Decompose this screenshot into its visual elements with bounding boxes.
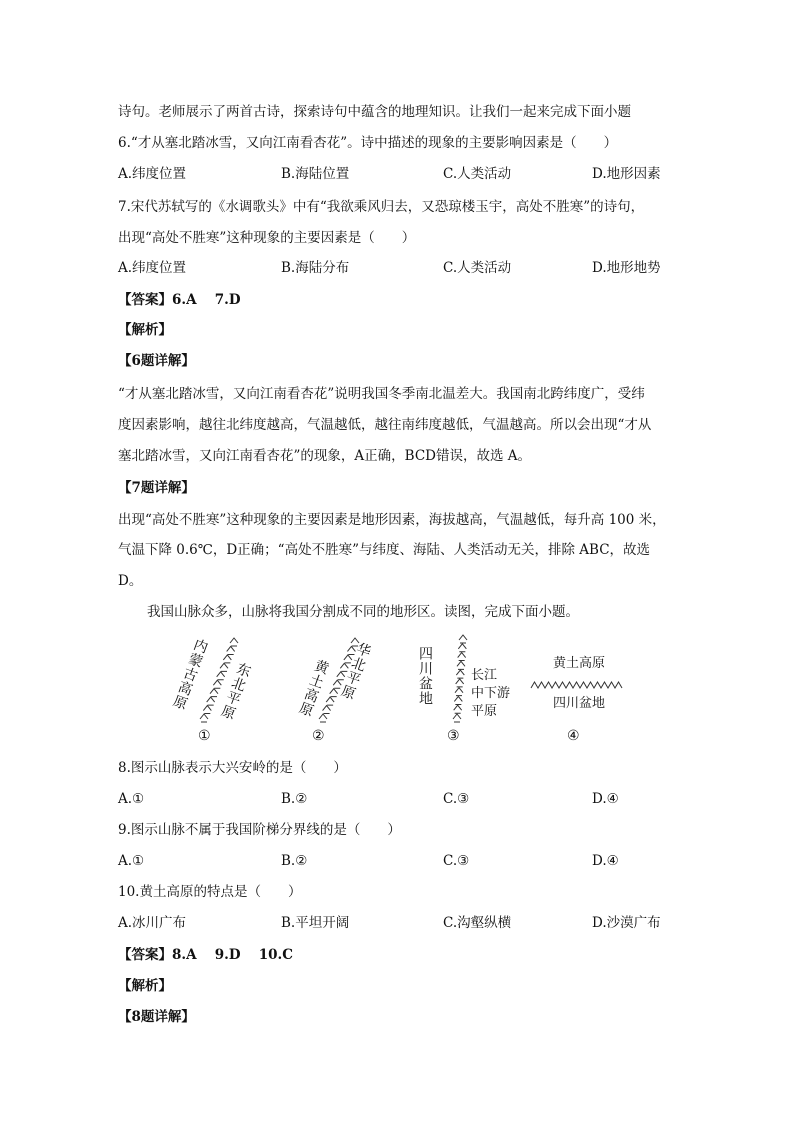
q10-option-a: A.冰川广布 bbox=[118, 915, 187, 931]
detail7-title: 【7题详解】 bbox=[118, 480, 195, 496]
d4-top-label: 黄土高原 bbox=[553, 656, 606, 671]
q8-option-b: B.② bbox=[281, 791, 308, 807]
mountain-symbol bbox=[220, 663, 228, 671]
q10-option-b: B.平坦开阔 bbox=[281, 915, 350, 931]
answer-2: 【答案】8.A 9.D 10.C bbox=[118, 947, 293, 963]
mountain-symbol bbox=[217, 672, 225, 680]
mountain-symbol bbox=[454, 696, 462, 704]
q7-option-a: A.纬度位置 bbox=[118, 260, 187, 276]
mountain-symbol bbox=[459, 635, 467, 643]
mountain-symbol bbox=[457, 661, 465, 669]
detail6-title: 【6题详解】 bbox=[118, 353, 195, 369]
intro-line: 诗句。老师展示了两首古诗，探索诗句中蕴含的地理知识。让我们一起来完成下面小题 bbox=[118, 104, 631, 120]
q7-stem-1: 7.宋代苏轼写的《水调歌头》中有“我欲乘风归去，又恐琼楼玉宇，高处不胜寒”的诗句， bbox=[118, 199, 645, 215]
detail6-line-2: 度因素影响，越往北纬度越高，气温越低，越往南纬度越低，气温越高。所以会出现“才从 bbox=[118, 417, 652, 433]
detail6-line-3: 塞北踏冰雪，又向江南看杏花”的现象，A正确，BCD错误，故选 A。 bbox=[118, 448, 532, 464]
q7-stem-2: 出现“高处不胜寒”这种现象的主要因素是（ ） bbox=[118, 230, 416, 246]
mountain-symbol bbox=[455, 688, 463, 696]
q8-option-a: A.① bbox=[118, 791, 145, 807]
answer-1: 【答案】6.A 7.D bbox=[118, 292, 241, 308]
mountain-symbol bbox=[458, 644, 466, 652]
detail8-title: 【8题详解】 bbox=[118, 1009, 195, 1025]
d3-left-label: 四川盆地 bbox=[417, 646, 433, 706]
figure-label-3: ③ bbox=[447, 728, 460, 744]
mountain-symbol bbox=[210, 689, 218, 697]
q7-option-c: C.人类活动 bbox=[443, 260, 512, 276]
mountain-wave bbox=[531, 682, 622, 688]
q7-option-d: D.地形地势 bbox=[592, 260, 661, 276]
d3-right-label-3: 平原 bbox=[471, 704, 498, 719]
q8-stem: 8.图示山脉表示大兴安岭的是（ ） bbox=[118, 760, 347, 776]
mountain-symbol bbox=[207, 697, 215, 705]
q8-option-d: D.④ bbox=[592, 791, 619, 807]
mountain-symbol bbox=[323, 706, 331, 714]
q8-option-c: C.③ bbox=[443, 791, 470, 807]
mountain-symbol bbox=[200, 714, 208, 722]
q9-option-b: B.② bbox=[281, 853, 308, 869]
q9-option-d: D.④ bbox=[592, 853, 619, 869]
q6-option-b: B.海陆位置 bbox=[281, 166, 350, 182]
detail7-line-1: 出现“高处不胜寒”这种现象的主要因素是地形因素，海拔越高，气温越低，每升高 100 米， bbox=[118, 512, 666, 528]
q9-option-a: A.① bbox=[118, 853, 145, 869]
mountain-symbol bbox=[454, 705, 462, 713]
mountain-symbol bbox=[453, 714, 461, 722]
mountain-symbol bbox=[319, 714, 327, 722]
mountain-symbol bbox=[213, 680, 221, 688]
d2-right-label: 华北平原 bbox=[337, 640, 374, 702]
detail7-line-2: 气温下降 0.6℃，D正确；“高处不胜寒”与纬度、海陆、人类活动无关，排除 ABC，故选 bbox=[118, 542, 651, 558]
q10-option-c: C.沟壑纵横 bbox=[443, 915, 512, 931]
d1-left-label: 内蒙古高原 bbox=[169, 636, 211, 712]
d1-right-label: 东北平原 bbox=[217, 660, 254, 722]
mountain-symbol bbox=[230, 638, 238, 646]
mountain-symbol bbox=[456, 679, 464, 687]
d2-left-label: 黄土高原 bbox=[295, 657, 332, 719]
mountain-symbol bbox=[223, 655, 231, 663]
mountain-symbol bbox=[456, 670, 464, 678]
d3-right-label-1: 长江 bbox=[471, 668, 498, 683]
mountain-symbol bbox=[203, 706, 211, 714]
analysis-2: 【解析】 bbox=[118, 978, 172, 994]
q6-option-c: C.人类活动 bbox=[443, 166, 512, 182]
d4-bottom-label: 四川盆地 bbox=[553, 696, 606, 711]
q9-stem: 9.图示山脉不属于我国阶梯分界线的是（ ） bbox=[118, 822, 401, 838]
mountain-symbol bbox=[227, 646, 235, 654]
figure-label-2: ② bbox=[312, 728, 325, 744]
q6-option-a: A.纬度位置 bbox=[118, 166, 187, 182]
q10-option-d: D.沙漠广布 bbox=[592, 915, 661, 931]
mountain-symbol bbox=[326, 697, 334, 705]
analysis-1: 【解析】 bbox=[118, 322, 172, 338]
q9-option-c: C.③ bbox=[443, 853, 470, 869]
d3-right-label-2: 中下游 bbox=[471, 686, 511, 701]
mountain-symbol bbox=[458, 653, 466, 661]
figure-label-1: ① bbox=[198, 728, 211, 744]
q6-option-d: D.地形因素 bbox=[592, 166, 661, 182]
q10-stem: 10.黄土高原的特点是（ ） bbox=[118, 884, 302, 900]
intro-2: 我国山脉众多，山脉将我国分割成不同的地形区。读图，完成下面小题。 bbox=[147, 604, 579, 620]
q6-stem: 6.“才从塞北踏冰雪，又向江南看杏花”。诗中描述的现象的主要影响因素是（ ） bbox=[118, 135, 618, 151]
detail6-line-1: “才从塞北踏冰雪，又向江南看杏花”说明我国冬季南北温差大。我国南北跨纬度广，受纬 bbox=[118, 386, 645, 402]
q7-option-b: B.海陆分布 bbox=[281, 260, 350, 276]
figure-label-4: ④ bbox=[567, 728, 580, 744]
detail7-line-3: D。 bbox=[118, 573, 143, 589]
